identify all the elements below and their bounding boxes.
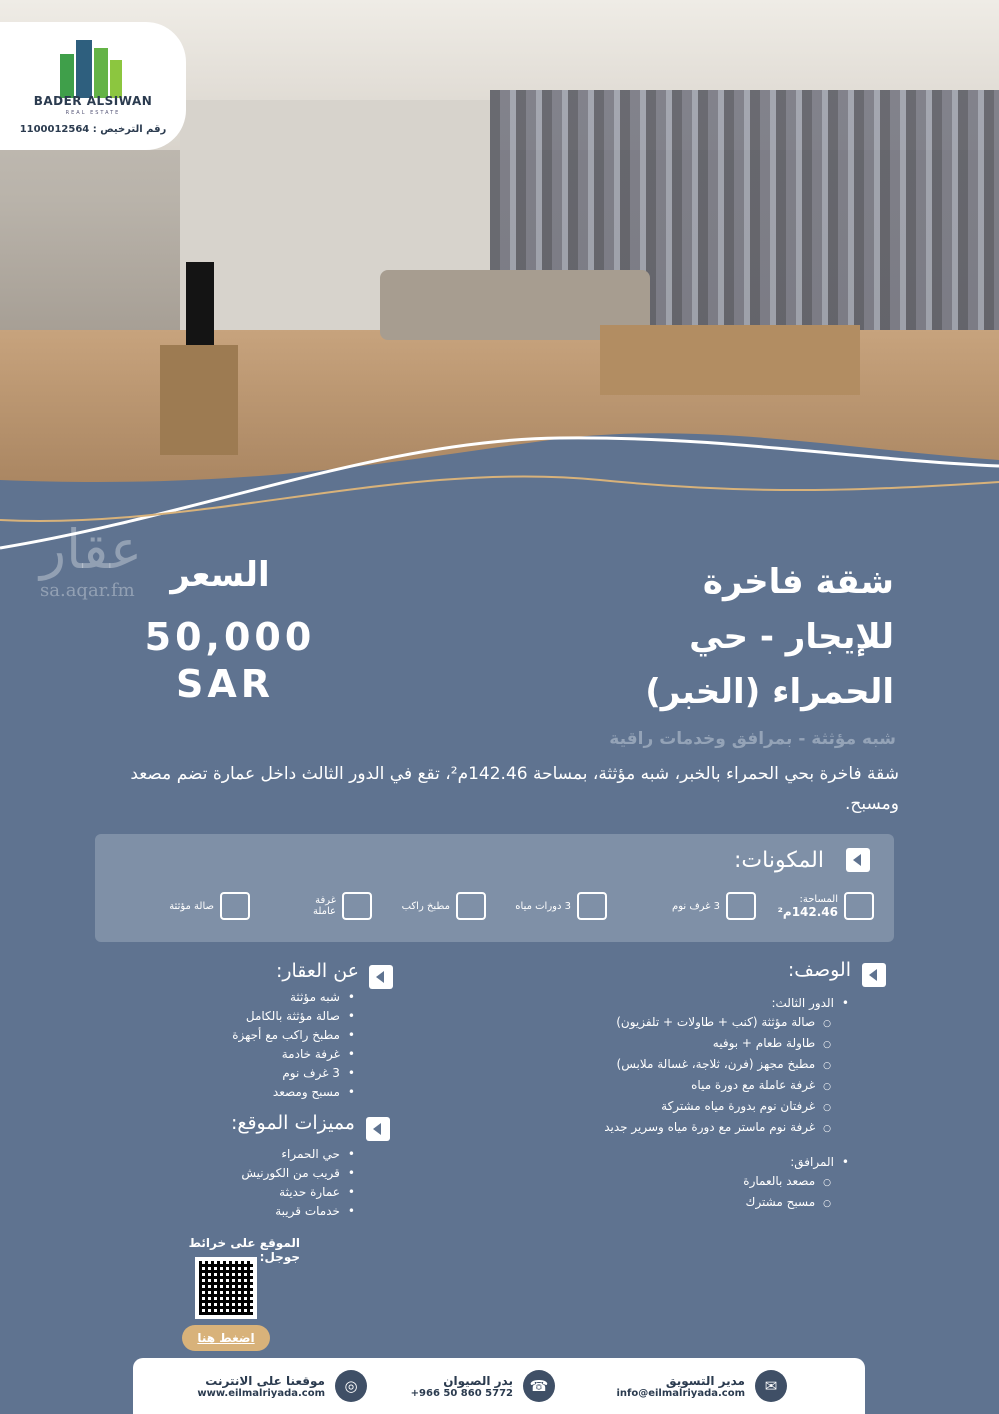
list-item: ○ مسبح مشترك <box>429 1193 831 1214</box>
watermark-site: sa.aqar.fm <box>40 580 135 601</box>
phone-value[interactable]: +966 50 860 5772 <box>410 1387 513 1399</box>
list-item: ○ غرفة عاملة مع دورة مياه <box>429 1076 831 1097</box>
price-value: 50,000 <box>144 615 316 659</box>
website-value[interactable]: www.eilmalriyada.com <box>197 1387 325 1399</box>
chevron-left-icon <box>846 848 870 872</box>
kitchen-icon <box>456 892 486 920</box>
list-item: • مطبخ راكب مع أجهزة <box>115 1026 355 1045</box>
contact-footer <box>133 1358 865 1414</box>
phone-label: بدر الصيوان <box>443 1373 513 1388</box>
component-bedrooms-label: 3 غرف نوم <box>672 900 720 912</box>
description-list <box>429 994 849 1214</box>
component-bathrooms <box>515 886 607 926</box>
price-label: السعر <box>170 555 270 595</box>
about-list <box>115 988 355 1102</box>
chevron-left-icon <box>366 1117 390 1141</box>
component-maid-label: غرفة عاملة <box>312 895 336 917</box>
facilities-label <box>429 1153 849 1214</box>
description-section-title: الوصف: <box>787 959 851 981</box>
floor-label <box>429 994 849 1139</box>
list-item: ○ غرفة نوم ماستر مع دورة مياه وسرير جديد <box>429 1118 831 1139</box>
component-bathrooms-label: 3 دورات مياه <box>515 900 571 912</box>
component-area-label: المساحة: <box>799 893 838 905</box>
phone-icon: ☎ <box>523 1370 555 1402</box>
list-item: ○ مطبخ مجهز (فرن، ثلاجة، غسالة ملابس) <box>429 1055 831 1076</box>
email-label: مدير التسويق <box>665 1373 745 1388</box>
title-line-2: للإيجار - حي <box>689 617 894 657</box>
list-item: • صالة مؤثثة بالكامل <box>115 1007 355 1026</box>
component-area <box>778 886 874 926</box>
list-item: • غرفة خادمة <box>115 1045 355 1064</box>
listing-title <box>554 555 894 720</box>
chevron-left-icon <box>862 963 886 987</box>
price-currency: SAR <box>175 662 275 706</box>
list-item: • مسبح ومصعد <box>115 1083 355 1102</box>
google-maps-qr-code[interactable] <box>195 1257 257 1319</box>
components-title: المكونات: <box>734 848 824 873</box>
list-item: • عمارة حديثة <box>115 1183 355 1202</box>
press-here-button[interactable]: اضغط هنا <box>182 1325 270 1351</box>
list-item: ○ صالة مؤثثة (كنب + طاولات + تلفزيون) <box>429 1013 831 1034</box>
component-bedrooms <box>672 886 756 926</box>
footer-phone[interactable] <box>411 1370 555 1402</box>
list-item: ○ طاولة طعام + بوفيه <box>429 1034 831 1055</box>
about-section-title: عن العقار: <box>275 960 359 982</box>
bathtub-icon <box>577 892 607 920</box>
license-number: رقم الترخيص : 1100012564 <box>19 124 167 135</box>
chevron-left-icon <box>369 965 393 989</box>
title-line-3: الحمراء (الخبر) <box>645 672 894 712</box>
list-item: • شبه مؤثثة <box>115 988 355 1007</box>
logo-card <box>0 22 186 150</box>
component-maid-room <box>308 886 372 926</box>
brand-name: BADER ALSIWAN <box>33 94 153 108</box>
listing-description: شقة فاخرة بحي الحمراء بالخبر، شبه مؤثثة، بمساحة 142.46م²، تقع في الدور الثالث داخل عمارة تضم مصعد ومسبح. <box>130 764 899 814</box>
title-line-1: شقة فاخرة <box>702 562 894 602</box>
list-item: ○ غرفتان نوم بدورة مياه مشتركة <box>429 1097 831 1118</box>
component-living-room <box>169 886 250 926</box>
listing-subtitle: شبه مؤثثة - بمرافق وخدمات راقية <box>609 729 896 749</box>
floor-label-text: الدور الثالث: <box>771 996 834 1010</box>
email-value[interactable]: info@eilmalriyada.com <box>616 1387 745 1399</box>
facilities-label-text: المرافق: <box>790 1155 834 1169</box>
location-section-title: مميزات الموقع: <box>230 1112 355 1134</box>
component-kitchen <box>402 886 486 926</box>
watermark-arabic: عقار <box>40 518 143 581</box>
website-label: موقعنا على الانترنت <box>205 1373 325 1388</box>
list-item: ○ مصعد بالعمارة <box>429 1172 831 1193</box>
footer-website[interactable] <box>197 1370 367 1402</box>
mail-icon: ✉ <box>755 1370 787 1402</box>
brand-subtitle: REAL ESTATE <box>65 110 121 116</box>
qr-label: الموقع على خرائط جوجل: <box>188 1236 300 1264</box>
bed-icon <box>726 892 756 920</box>
component-living-label: صالة مؤثثة <box>169 900 214 912</box>
location-list <box>115 1145 355 1221</box>
area-icon <box>844 892 874 920</box>
list-item: • قريب من الكورنيش <box>115 1164 355 1183</box>
component-kitchen-label: مطبخ راكب <box>401 900 450 912</box>
list-item: • 3 غرف نوم <box>115 1064 355 1083</box>
sofa-icon <box>220 892 250 920</box>
component-area-value: 142.46م² <box>777 904 838 919</box>
list-item: • حي الحمراء <box>115 1145 355 1164</box>
list-item: • خدمات قريبة <box>115 1202 355 1221</box>
globe-icon: ◎ <box>335 1370 367 1402</box>
maid-icon <box>342 892 372 920</box>
footer-email[interactable] <box>616 1370 787 1402</box>
components-box <box>95 834 894 942</box>
